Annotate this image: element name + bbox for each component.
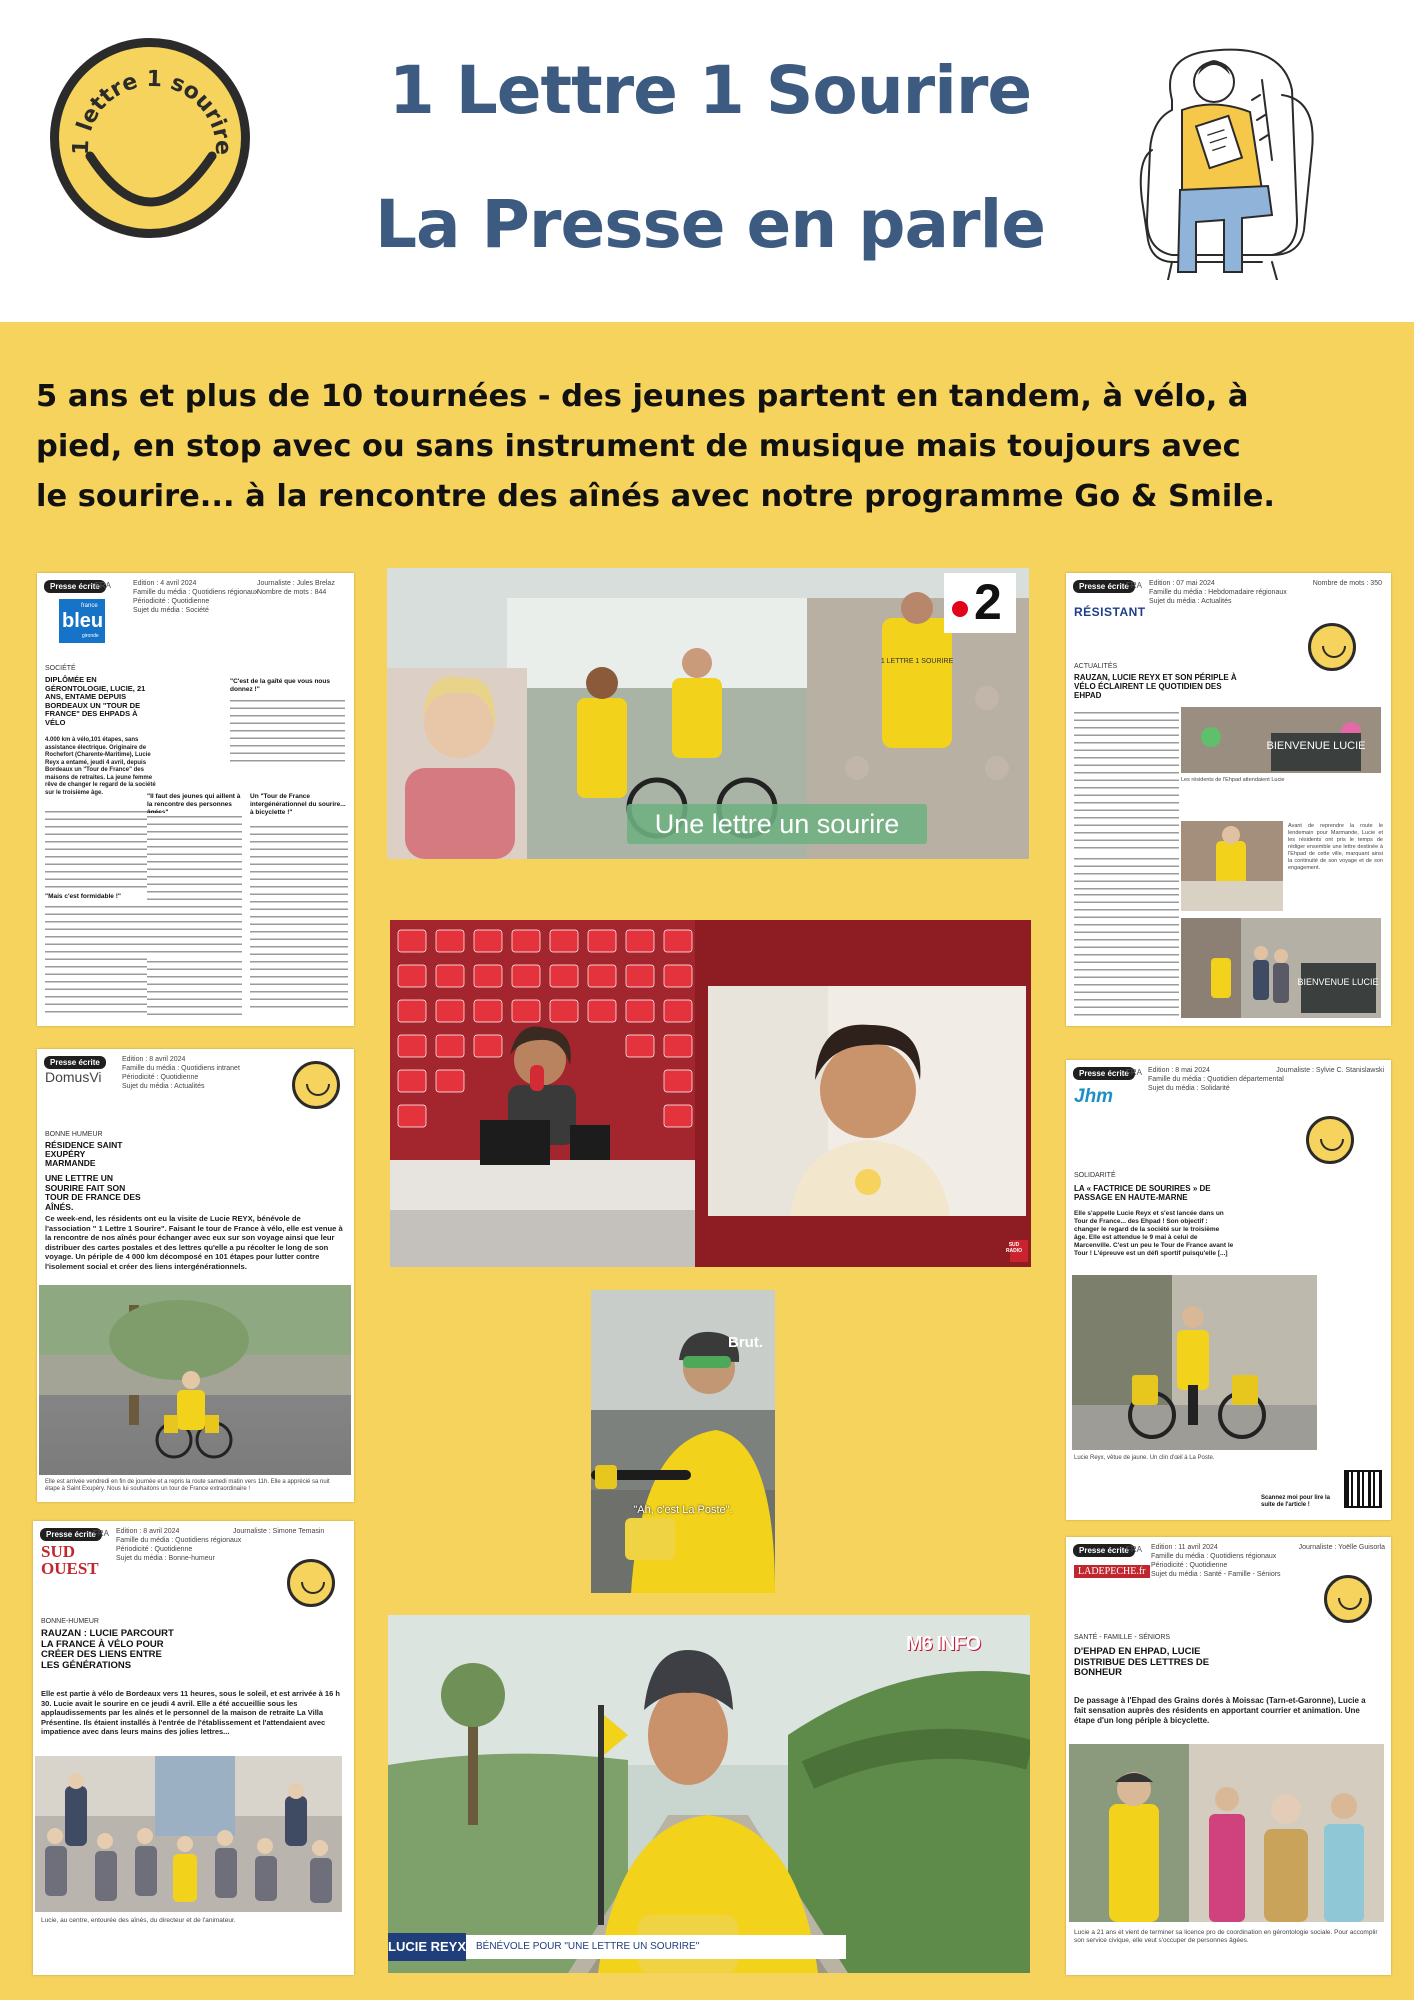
press-type-badge: Presse écrite [1073, 1067, 1135, 1080]
article-rubric: SOLIDARITÉ [1074, 1172, 1116, 1179]
article-headline: DIPLÔMÉE EN GÉRONTOLOGIE, LUCIE, 21 ANS, ENTAME DEPUIS BORDEAUX UN "TOUR DE FRANCE" DES EHPADS À VÉLO [45, 675, 146, 727]
meta-periodicity: Périodicité : Quotidienne [116, 1546, 193, 1553]
article-subhead: Un "Tour de France intergénérationnel du sourire... à bicyclette !" [250, 793, 346, 816]
article-photo-cyclist [39, 1285, 351, 1475]
le-resistant-logo: RÉSISTANT [1074, 605, 1146, 619]
logo-top: france [81, 603, 98, 609]
article-subhead: "Mais c'est formidable !" [45, 893, 121, 900]
article-journalist [1271, 1543, 1385, 1552]
article-meta [133, 579, 258, 615]
meta-subject: Sujet du média : Bonne-humeur [116, 1555, 215, 1562]
welcome-sign-text: BIENVENUE LUCIE [1297, 977, 1379, 987]
article-lead: Elle s'appelle Lucie Reyx et s'est lancée dans un Tour de France... des Ehpad ! Son objectif : changer le regard de la société sur le troisième âge. Elle est attendue le 9 mai à celui de Marcenville. C'est un peu le Tour de France avant le Tour ! L'épreuve est un défi sportif puisqu'elle [...] [1074, 1210, 1234, 1257]
press-clipping-la-depeche [1066, 1537, 1391, 1975]
article-photo-group [35, 1756, 342, 1912]
press-type-badge: Presse écrite [44, 1056, 106, 1069]
lower-third [388, 1933, 1030, 1961]
meta-family: Famille du média : Quotidiens régionaux [1151, 1553, 1277, 1560]
logo-line1: SUD [41, 1542, 76, 1561]
article-journalist [1246, 1066, 1384, 1075]
article-body-text [45, 903, 160, 1013]
country-label: FRA [1126, 1068, 1142, 1077]
sud-ouest-logo [41, 1543, 99, 1577]
article-lead: Ce week-end, les résidents ont eu la visite de Lucie REYX, bénévole de l'association " 1 Lettre 1 Sourire". Faisant le tour de France à vélo, elle est venue à la rencontre de nos aînés pour échanger avec eux sur son voyage ainsi que leur distribuer des cartes postales et des lettres qu'elle a pu récolter le long de son voyage. Un périple de 4 000 km décomposé en 101 étapes pour lutter contre l'isolement social et créer des liens intergénérationnels. [45, 1214, 343, 1271]
article-body-text [45, 808, 160, 888]
tv-still-france2 [387, 568, 1029, 859]
article-kicker: RÉSIDENCE SAINT EXUPÉRY [45, 1140, 123, 1159]
meta-edition: Edition : 8 mai 2024 [1148, 1067, 1210, 1074]
video-subtitle: "Ah, c'est La Poste". [633, 1504, 733, 1516]
country-label: FRA [1126, 1545, 1142, 1554]
journalist-name: Journaliste : Sylvie C. Stanislawski [1276, 1067, 1384, 1074]
meta-edition: Edition : 8 avril 2024 [116, 1528, 180, 1535]
article-subhead: "C'est de la gaîté que vous nous donnez !" [230, 678, 330, 693]
press-clipping-jhm [1066, 1060, 1391, 1520]
lower-third-role: BÉNÉVOLE POUR "UNE LETTRE UN SOURIRE" [466, 1935, 846, 1959]
logo-sub: gironde [82, 633, 99, 639]
association-logo [50, 38, 250, 238]
meta-edition: Edition : 8 avril 2024 [122, 1056, 186, 1063]
article-lead: 4.000 km à vélo,101 étapes, sans assistance électrique. Originaire de Rochefort (Charente-Maritime), Lucie Reyx a entamé, jeudi 4 avril, depuis Bordeaux un "Tour de France" des maisons de retraites. La jeune femme rêve de changer le regard de la société sur le troisième âge. [45, 737, 156, 796]
meta-periodicity: Périodicité : Quotidienne [1151, 1562, 1228, 1569]
press-type-badge: Presse écrite [40, 1528, 102, 1541]
vest-text: 1 LETTRE 1 SOURIRE [880, 658, 954, 665]
smiley-stamp-icon [287, 1559, 335, 1607]
logo-line2: OUEST [41, 1559, 99, 1578]
article-headline: LA « FACTRICE DE SOURIRES » DE PASSAGE EN HAUTE-MARNE [1074, 1184, 1211, 1202]
article-photo-group-sign [1181, 918, 1381, 1018]
meta-family: Famille du média : Quotidiens régionaux [116, 1537, 242, 1544]
page-title: 1 Lettre 1 Sourire [388, 52, 1032, 129]
m6-info-logo: M6 INFO [906, 1633, 981, 1655]
meta-subject: Sujet du média : Actualités [1149, 598, 1232, 605]
page-subtitle: La Presse en parle [374, 186, 1045, 263]
la-depeche-logo: LADEPECHE.fr [1074, 1565, 1150, 1578]
press-clipping-sud-ouest [33, 1521, 354, 1975]
meta-subject: Sujet du média : Actualités [122, 1083, 205, 1090]
photo-caption: Lucie Reyx, vêtue de jaune. Un clin d'œil à La Poste. [1074, 1455, 1215, 1461]
intro-line: 5 ans et plus de 10 tournées - des jeunes partent en tandem, à vélo, à [36, 379, 1249, 414]
brut-logo: Brut. [728, 1334, 763, 1351]
welcome-sign-text: BIENVENUE LUCIE [1266, 740, 1366, 752]
journalist-name: Journaliste : Simone Temasin [233, 1528, 325, 1535]
article-headline: RAUZAN : LUCIE PARCOURT LA FRANCE À VÉLO POUR CRÉER DES LIENS ENTRE LES GÉNÉRATIONS [41, 1628, 174, 1671]
article-headline: D'EHPAD EN EHPAD, LUCIE DISTRIBUE DES LETTRES DE BONHEUR [1074, 1646, 1210, 1678]
article-body-text [230, 697, 345, 763]
france-bleu-logo [59, 599, 105, 643]
article-kicker-place: MARMANDE [45, 1158, 96, 1168]
domusvi-logo: DomusVi [45, 1069, 102, 1085]
intro-line: le sourire... à la rencontre des aînés avec notre programme Go & Smile. [36, 479, 1275, 514]
page-header [0, 0, 1414, 322]
journalist-name: Journaliste : Yoëlle Guisorla [1298, 1544, 1385, 1551]
meta-subject: Sujet du média : Santé - Famille - Séniors [1151, 1571, 1281, 1578]
country-label: FRA [93, 1529, 109, 1538]
article-headline: UNE LETTRE UN SOURIRE FAIT SON TOUR DE FRANCE DES AÎNÉS. [45, 1173, 141, 1212]
intro-paragraph [36, 372, 1386, 522]
journalist-name: Journaliste : Jules Brelaz [257, 580, 335, 587]
country-label: FRA [1126, 581, 1142, 590]
article-photo-cyclist [1072, 1275, 1317, 1450]
meta-periodicity: Périodicité : Quotidienne [122, 1074, 199, 1081]
press-clipping-domusvi [37, 1049, 354, 1502]
press-clipping-france-bleu [37, 573, 354, 1026]
article-meta [122, 1055, 240, 1091]
smiley-stamp-icon [1324, 1575, 1372, 1623]
article-meta [1149, 579, 1287, 606]
article-body-text [147, 813, 242, 953]
tv-banner: Une lettre un sourire [627, 804, 927, 844]
smiley-stamp-icon [1306, 1116, 1354, 1164]
jhm-logo: Jhm [1074, 1086, 1114, 1107]
meta-edition: Edition : 07 mai 2024 [1149, 580, 1215, 587]
sud-radio-logo: SUD RADIO [1005, 1242, 1023, 1254]
article-rubric: SOCIÉTÉ [45, 665, 76, 672]
meta-subject: Sujet du média : Société [133, 607, 209, 614]
smiley-stamp-icon [1308, 623, 1356, 671]
france2-channel-logo [944, 573, 1016, 633]
smiley-stamp-icon [292, 1061, 340, 1109]
press-type-badge: Presse écrite [44, 580, 106, 593]
lower-third-name: LUCIE REYX [388, 1933, 466, 1961]
word-count: Nombre de mots : 350 [1312, 580, 1382, 587]
meta-periodicity: Périodicité : Quotidienne [133, 598, 210, 605]
article-journalist [257, 579, 347, 597]
qr-code-icon[interactable] [1344, 1470, 1382, 1508]
article-meta [1151, 1543, 1281, 1579]
press-type-badge: Presse écrite [1073, 580, 1135, 593]
intro-line: pied, en stop avec ou sans instrument de musique mais toujours avec [36, 429, 1241, 464]
meta-family: Famille du média : Hebdomadaire régionaux [1149, 589, 1287, 596]
logo-text: 1 lettre 1 sourire [68, 66, 236, 156]
meta-subject: Sujet du média : Solidarité [1148, 1085, 1230, 1092]
logo-main: bleu [62, 610, 104, 632]
meta-family: Famille du média : Quotidiens régionaux [133, 589, 259, 596]
article-journalist [233, 1527, 348, 1536]
article-body-text [250, 823, 348, 1013]
video-still-brut [591, 1290, 775, 1593]
article-meta [116, 1527, 241, 1563]
article-subhead: "Il faut des jeunes qui aillent à la rencontre des personnes [147, 793, 241, 808]
photo-caption: Lucie, au centre, entourée des aînés, du directeur et de l'animateur. [41, 1917, 236, 1924]
photo-caption: Elle est arrivée vendredi en fin de journée et a repris la route samedi matin vers 11h. Elle a apprécié sa nuit étape à Saint Exupéry. Nous lui souhaitons un tour de France extraordinaire ! [45, 1479, 330, 1492]
article-rubric: SANTÉ - FAMILLE - SÉNIORS [1074, 1634, 1171, 1641]
channel-number: 2 [974, 574, 1002, 630]
meta-family: Famille du média : Quotidiens intranet [122, 1065, 240, 1072]
article-photo-welcome [1181, 707, 1381, 773]
article-rubric: BONNE-HUMEUR [41, 1618, 99, 1625]
word-count: Nombre de mots : 844 [257, 589, 327, 596]
reading-grandma-illustration-icon [1132, 40, 1322, 280]
tv-still-m6-info [388, 1615, 1030, 1973]
article-side-text: Avant de reprendre la route le lendemain pour Marmande, Lucie et les résidents ont pris le temps de rédiger ensemble une lettre destinée à l'Ehpad de cette ville, marquant ainsi la continuité de son voyage et de son engagement. [1288, 823, 1383, 871]
article-photo-residents [1069, 1744, 1384, 1922]
radio-still-sud-radio [390, 920, 1031, 1267]
article-photo-writing [1181, 821, 1283, 911]
article-headline: RAUZAN, LUCIE REYX ET SON PÉRIPLE À VÉLO ÉCLAIRENT LE QUOTIDIEN DES EHPAD [1074, 673, 1237, 700]
article-body-text [1074, 709, 1179, 849]
photo-caption: Lucie a 21 ans et vient de terminer sa licence pro de coordination en gérontologie sociale. Pour accomplir son service civique, elle veut s'occuper de personnes âgées. [1074, 1929, 1378, 1944]
press-type-badge: Presse écrite [1073, 1544, 1135, 1557]
article-rubric: BONNE HUMEUR [45, 1131, 103, 1138]
country-label: FRA [95, 581, 111, 590]
article-lead: De passage à l'Ehpad des Grains dorés à Moissac (Tarn-et-Garonne), Lucie a fait sensation auprès des résidents en apportant courrier et animation. Une étape d'un long périple à bicyclette. [1074, 1696, 1366, 1725]
meta-family: Famille du média : Quotidien départemental [1148, 1076, 1284, 1083]
press-clipping-le-resistant [1066, 573, 1391, 1026]
article-journalist [1292, 579, 1382, 588]
article-rubric: ACTUALITÉS [1074, 663, 1118, 670]
smiley-logo-icon [50, 38, 250, 238]
photo-caption: Les résidents de l'Ehpad attendaient Lucie [1181, 777, 1285, 783]
meta-edition: Edition : 4 avril 2024 [133, 580, 197, 587]
article-lead: Elle est partie à vélo de Bordeaux vers 11 heures, sous le soleil, et est arrivée à 16 h 30. Lucie avait le sourire en ce jeudi 4 avril. Elle a été accueillie sous les applaudissements par les aînés et le personnel de la maison de retraite La Villa Présentine. Ils étaient installés à l'entrée de l'établissement et l'attendaient avec impatience avec dans leurs mains des jolies lettres... [41, 1689, 340, 1736]
article-body-text [1074, 891, 1179, 1021]
article-body-text [147, 958, 242, 1018]
qr-hint-text: Scannez moi pour lire la suite de l'article ! [1261, 1495, 1331, 1508]
meta-edition: Edition : 11 avril 2024 [1151, 1544, 1218, 1551]
